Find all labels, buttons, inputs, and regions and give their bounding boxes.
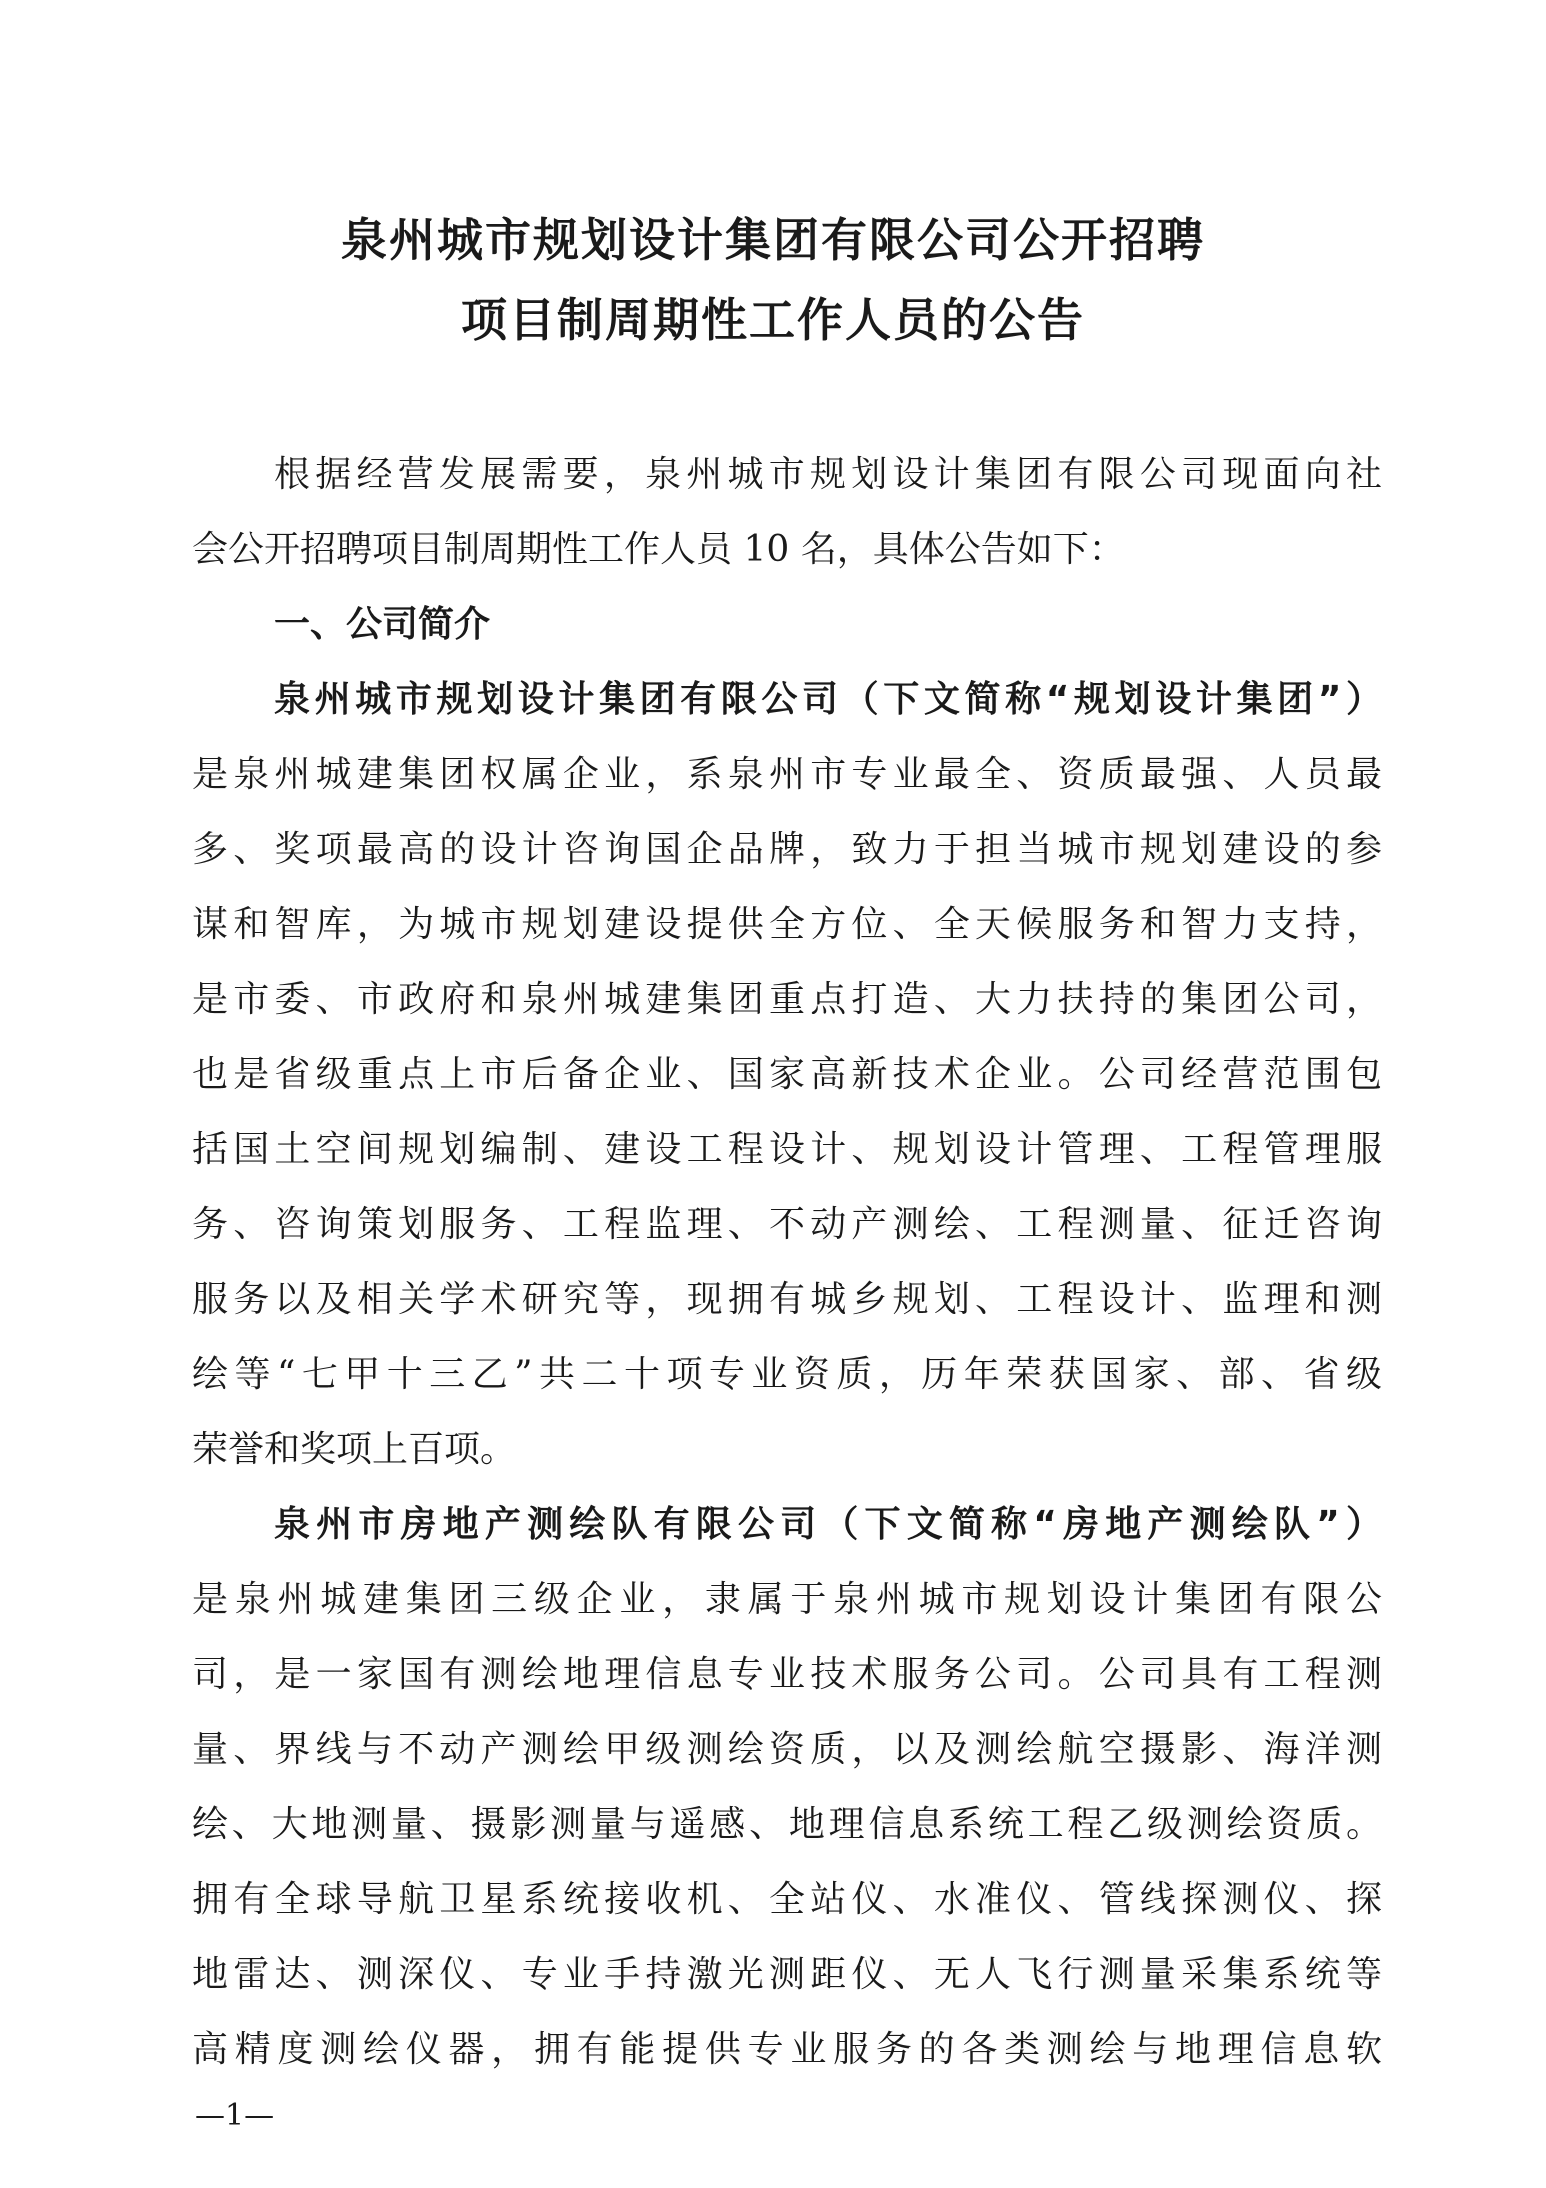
page-number: —1— [195, 2098, 275, 2133]
paragraph-line: 是泉州城建集团权属企业，系泉州市专业最全、资质最强、人员最 [192, 754, 1382, 795]
paragraph-line: 是市委、市政府和泉州城建集团重点打造、大力扶持的集团公司， [192, 979, 1382, 1020]
paragraph-line: 务、咨询策划服务、工程监理、不动产测绘、工程测量、征迁咨询 [192, 1204, 1382, 1245]
paragraph-line: 谋和智库，为城市规划建设提供全方位、全天候服务和智力支持， [192, 904, 1382, 945]
notice-title-line-1: 泉州城市规划设计集团有限公司公开招聘 [341, 213, 1205, 267]
paragraph-line: 高精度测绘仪器，拥有能提供专业服务的各类测绘与地理信息软 [192, 2029, 1382, 2070]
paragraph-line: 根据经营发展需要，泉州城市规划设计集团有限公司现面向社 [274, 454, 1382, 495]
company-name-line: 泉州城市规划设计集团有限公司（下文简称“规划设计集团”） [274, 679, 1382, 720]
section-heading: 一、公司简介 [274, 604, 491, 645]
paragraph-line: 量、界线与不动产测绘甲级测绘资质，以及测绘航空摄影、海洋测 [192, 1729, 1382, 1770]
paragraph-line: 绘、大地测量、摄影测量与遥感、地理信息系统工程乙级测绘资质。 [192, 1804, 1382, 1845]
paragraph-line: 会公开招聘项目制周期性工作人员 10 名，具体公告如下： [192, 529, 1125, 570]
paragraph-line: 也是省级重点上市后备企业、国家高新技术企业。公司经营范围包 [192, 1054, 1382, 1095]
paragraph-line: 多、奖项最高的设计咨询国企品牌，致力于担当城市规划建设的参 [192, 829, 1382, 870]
paragraph-line: 荣誉和奖项上百项。 [192, 1429, 517, 1470]
paragraph-line: 拥有全球导航卫星系统接收机、全站仪、水准仪、管线探测仪、探 [192, 1879, 1382, 1920]
paragraph-line: 括国土空间规划编制、建设工程设计、规划设计管理、工程管理服 [192, 1129, 1382, 1170]
paragraph-line: 是泉州城建集团三级企业，隶属于泉州城市规划设计集团有限公 [192, 1579, 1382, 1620]
notice-title-line-2: 项目制周期性工作人员的公告 [461, 293, 1085, 347]
company-name-line: 泉州市房地产测绘队有限公司（下文简称“房地产测绘队”） [274, 1504, 1382, 1545]
paragraph-line: 服务以及相关学术研究等，现拥有城乡规划、工程设计、监理和测 [192, 1279, 1382, 1320]
paragraph-line: 司，是一家国有测绘地理信息专业技术服务公司。公司具有工程测 [192, 1654, 1382, 1695]
paragraph-line: 地雷达、测深仪、专业手持激光测距仪、无人飞行测量采集系统等 [192, 1954, 1382, 1995]
paragraph-line: 绘等“七甲十三乙”共二十项专业资质，历年荣获国家、部、省级 [192, 1354, 1382, 1395]
